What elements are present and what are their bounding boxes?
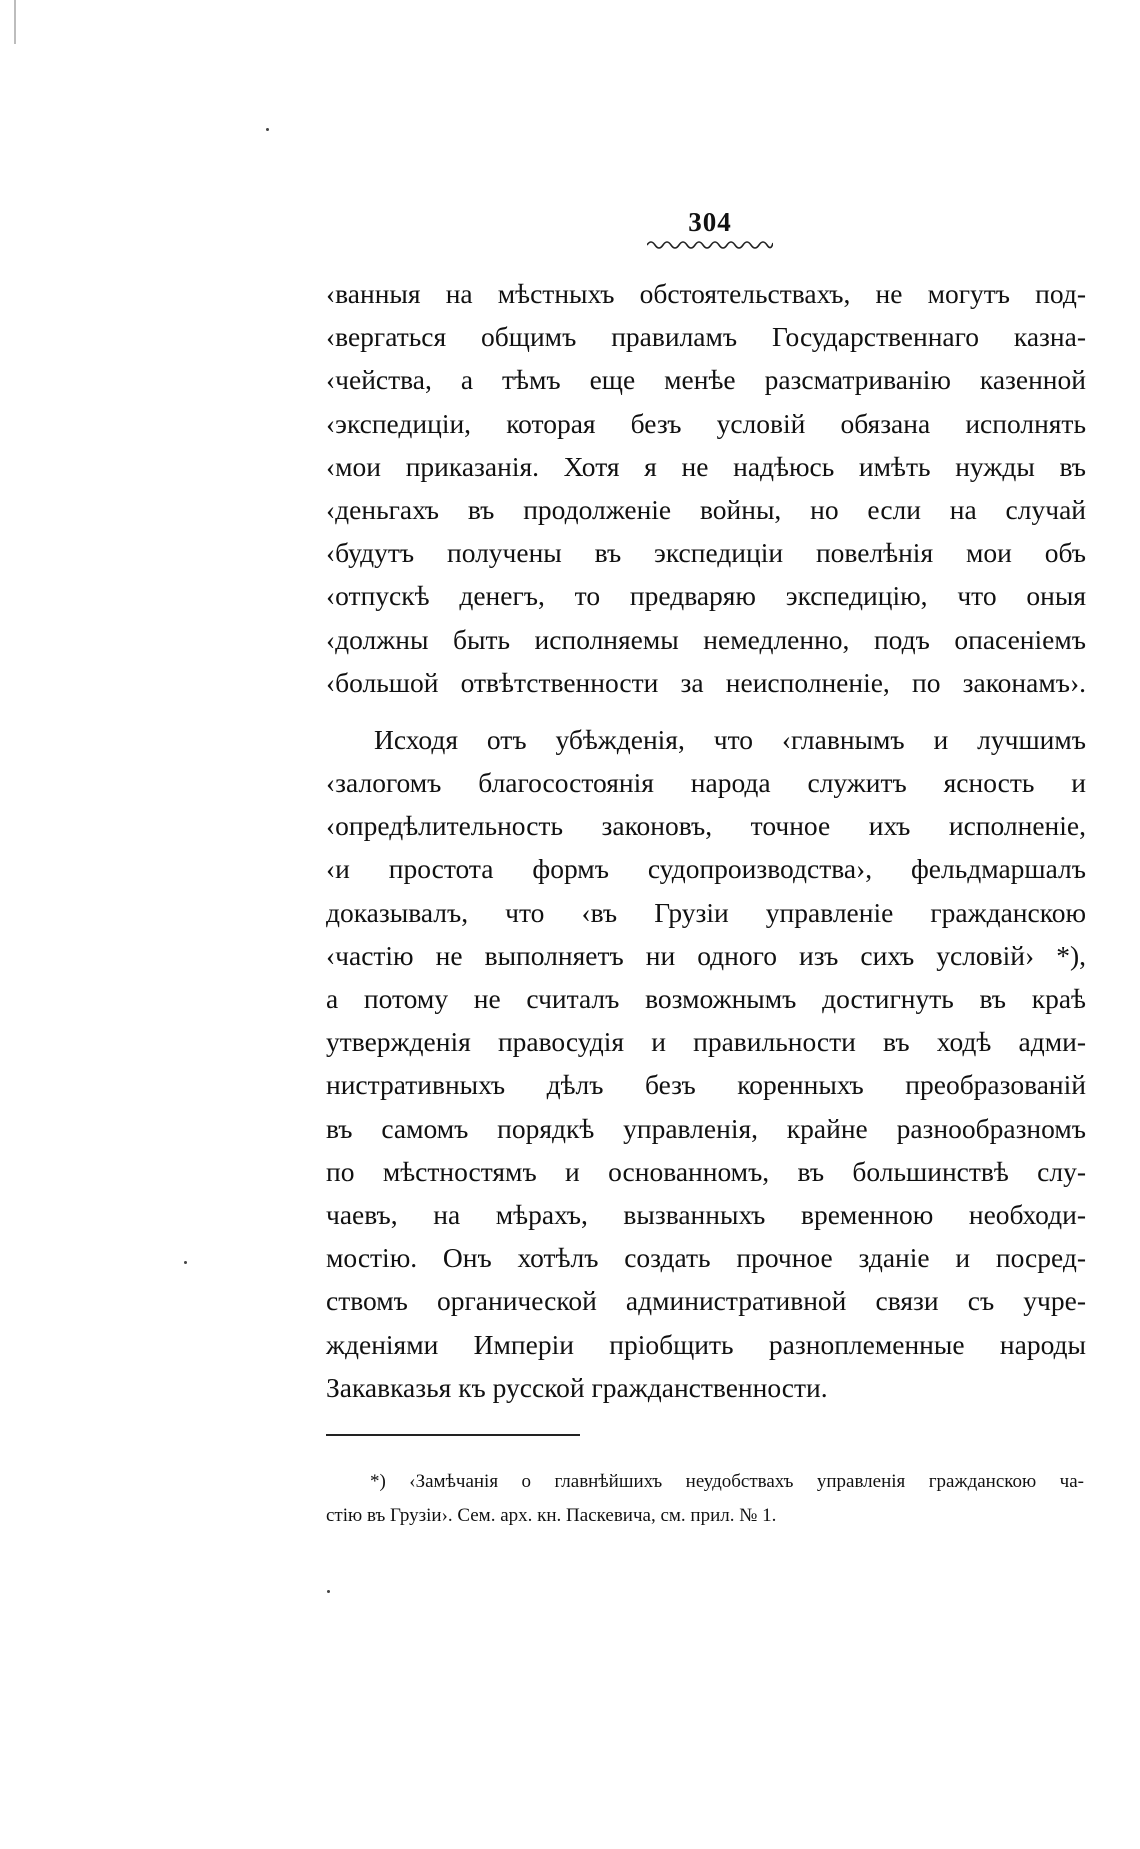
- text-line: ‹опредѣлительность законовъ, точное ихъ исполненіе,: [326, 810, 1086, 842]
- text-line: чаевъ, на мѣрахъ, вызванныхъ временною необходи-: [326, 1198, 1086, 1230]
- text-line: ‹будутъ получены въ экспедиціи повелѣнія мои объ: [326, 537, 1086, 569]
- paragraph: [326, 718, 1086, 1409]
- footnote-line: стію въ Грузіи›. Сем. арх. кн. Паскевича, см. прил. № 1.: [326, 1505, 777, 1526]
- text-line: ‹деньгахъ въ продолженіе войны, но если на случай: [326, 493, 1086, 525]
- text-line: Закавказья къ русской гражданственности.: [326, 1371, 828, 1403]
- text-line: ‹частію не выполняетъ ни одного изъ сихъ условій› *),: [326, 939, 1086, 971]
- text-line: нистративныхъ дѣлъ безъ коренныхъ преобразованій: [326, 1069, 1086, 1101]
- text-line: ‹должны быть исполняемы немедленно, подъ опасеніемъ: [326, 623, 1086, 655]
- text-line: ‹чейства, а тѣмъ еще менѣе разсматриванію казенной: [326, 364, 1086, 396]
- text-line: утвержденія правосудія и правильности въ ходѣ адми-: [326, 1026, 1086, 1058]
- footnote: [326, 1465, 1084, 1533]
- text-line: жденіями Имперіи пріобщить разноплеменные народы: [326, 1328, 1086, 1360]
- text-line: по мѣстностямъ и основанномъ, въ большинствѣ слу-: [326, 1155, 1086, 1187]
- text-line: ‹ванныя на мѣстныхъ обстоятельствахъ, не могутъ под-: [326, 278, 1086, 309]
- text-line: мостію. Онъ хотѣлъ создать прочное зданіе и посред-: [326, 1242, 1086, 1274]
- text-line: доказывалъ, что ‹въ Грузіи управленіе гражданскою: [326, 896, 1086, 928]
- scan-speck: [327, 1590, 330, 1593]
- scan-speck: [266, 128, 269, 131]
- text-line: а потому не считалъ возможнымъ достигнуть въ краѣ: [326, 983, 1086, 1014]
- text-line: ствомъ органической административной связи съ учре-: [326, 1285, 1086, 1317]
- page-header: [640, 207, 780, 249]
- paragraph: [326, 272, 1086, 704]
- wavy-ornament: [647, 237, 773, 249]
- page-number: 304: [688, 207, 732, 237]
- paragraph-gap: [326, 704, 1086, 718]
- text-line: ‹отпускѣ денегъ, то предваряю экспедицію, что оныя: [326, 580, 1086, 612]
- text-line: ‹залогомъ благосостоянія народа служитъ ясность и: [326, 767, 1086, 799]
- footnote-line: *) ‹Замѣчанія о главнѣйшихъ неудобствахъ управленія гражданскою ча-: [370, 1471, 1084, 1492]
- text-line: въ самомъ порядкѣ управленія, крайне разнообразномъ: [326, 1112, 1086, 1144]
- scan-edge-mark: [14, 0, 16, 44]
- text-line: ‹вергаться общимъ правиламъ Государственнаго казна-: [326, 321, 1086, 353]
- scan-speck: [184, 1261, 187, 1264]
- text-line: ‹большой отвѣтственности за неисполненіе, по законамъ›.: [326, 666, 1086, 698]
- text-line: ‹экспедиціи, которая безъ условій обязана исполнять: [326, 407, 1086, 439]
- text-line: ‹мои приказанія. Хотя я не надѣюсь имѣть нужды въ: [326, 450, 1086, 482]
- body-text: [326, 272, 1086, 1409]
- text-line: ‹и простота формъ судопроизводства›, фельдмаршалъ: [326, 853, 1086, 885]
- footnote-rule: [326, 1434, 580, 1436]
- text-line: Исходя отъ убѣжденія, что ‹главнымъ и лучшимъ: [374, 723, 1086, 755]
